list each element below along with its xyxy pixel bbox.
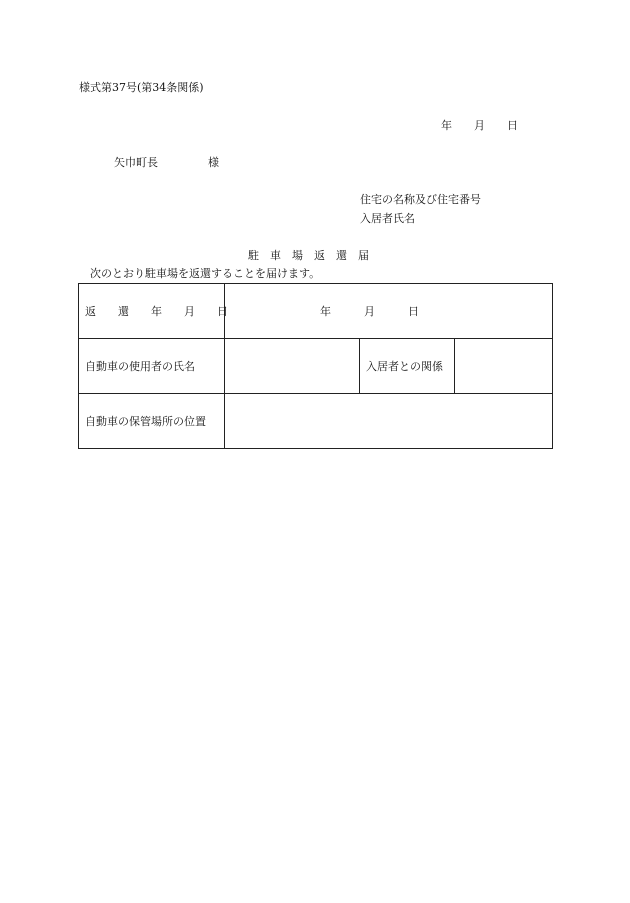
storage-location-label: 自動車の保管場所の位置: [79, 394, 225, 449]
addressee: 矢巾町長: [114, 156, 158, 169]
applicant-name-label: 入居者氏名: [360, 212, 415, 225]
form-number: 様式第37号(第34条関係): [79, 81, 204, 94]
table-row-user-name: [79, 339, 553, 394]
table-row-storage-location: [79, 394, 553, 449]
storage-location-field[interactable]: [225, 394, 553, 449]
submission-date-line: 年 月 日: [441, 119, 518, 132]
relation-field[interactable]: [455, 339, 553, 394]
return-date-value[interactable]: 年 月 日: [225, 284, 553, 339]
document-title: 駐 車 場 返 還 届: [248, 249, 369, 262]
intro-text: 次のとおり駐車場を返還することを届けます。: [90, 267, 321, 280]
user-name-label: 自動車の使用者の氏名: [79, 339, 225, 394]
applicant-address-label: 住宅の名称及び住宅番号: [360, 193, 481, 206]
addressee-honorific: 様: [208, 156, 219, 169]
table-row-return-date: [79, 284, 553, 339]
relation-label: 入居者との関係: [360, 339, 455, 394]
user-name-field[interactable]: [225, 339, 360, 394]
return-date-label: 返 還 年 月 日: [79, 284, 225, 339]
return-form-table: [78, 283, 553, 449]
